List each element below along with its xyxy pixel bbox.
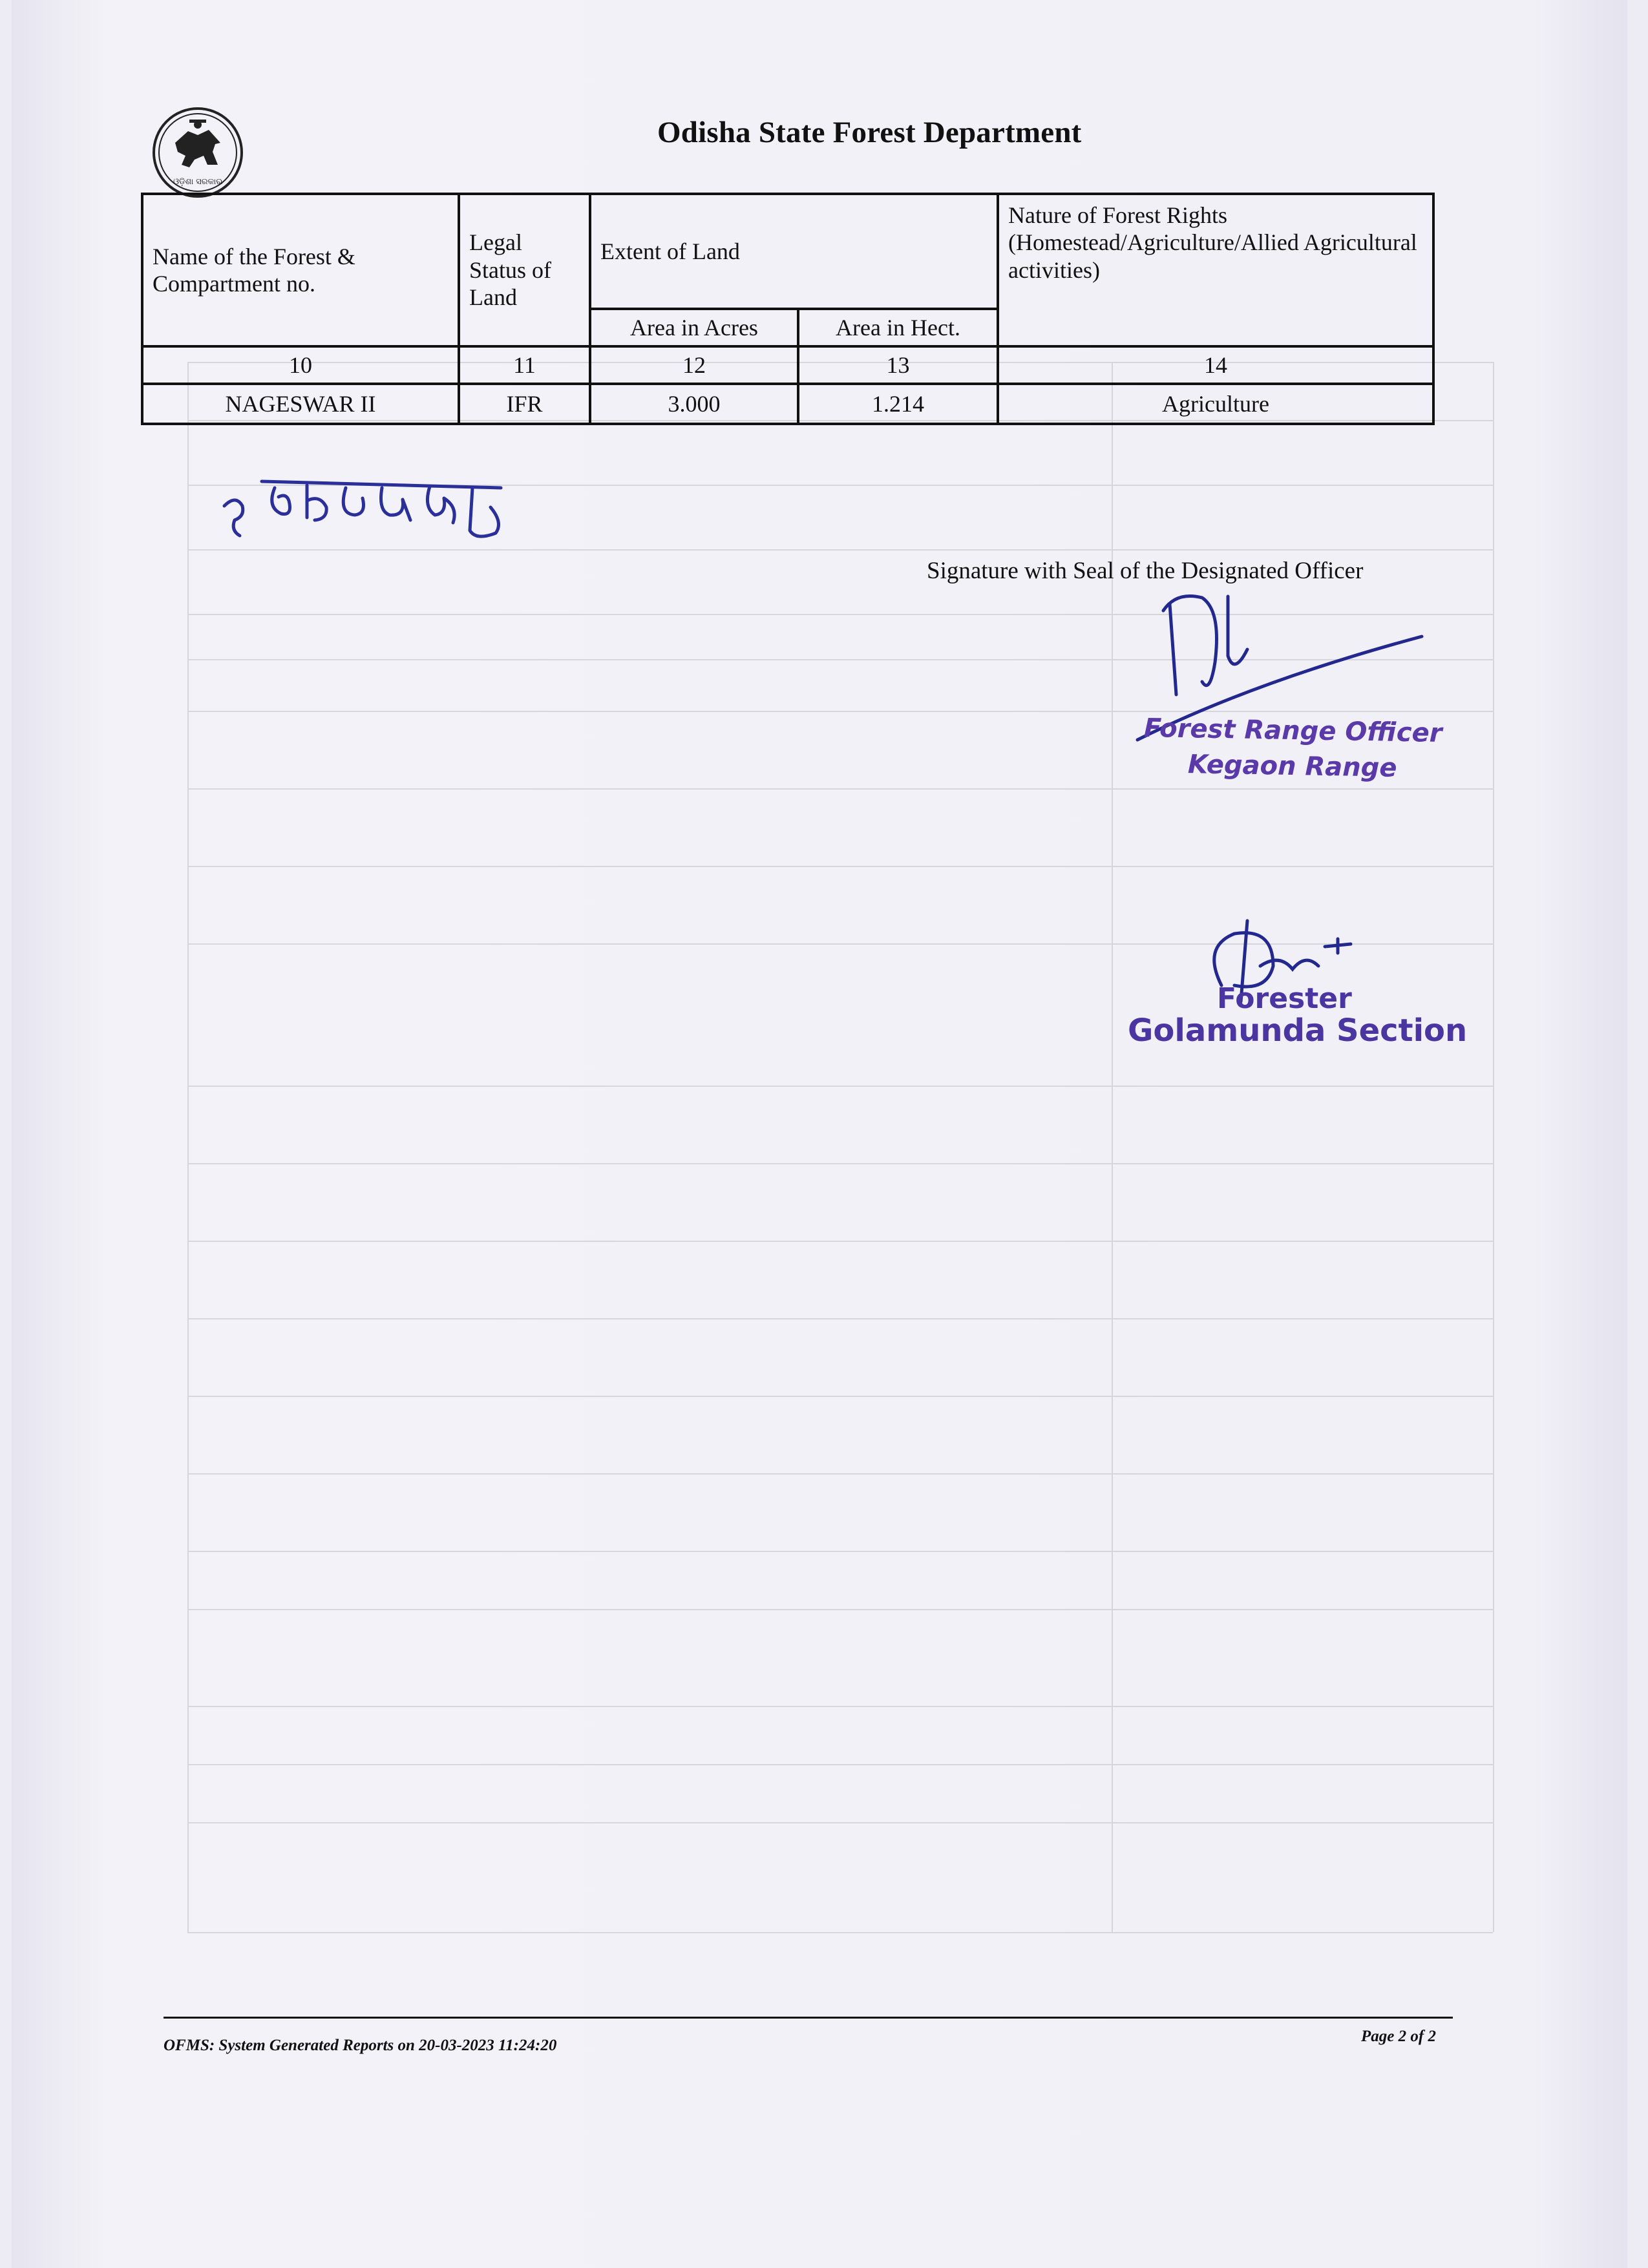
header-extent-of-land: Extent of Land [590, 194, 998, 309]
cell-legal-status: IFR [459, 384, 590, 424]
page-title: Odisha State Forest Department [657, 116, 1082, 149]
forester-stamp-place: Golamunda Section [1128, 1013, 1468, 1049]
footer-divider [164, 2017, 1453, 2019]
table-row [142, 384, 1433, 424]
column-number: 14 [998, 346, 1433, 384]
range-officer-stamp-place: Kegaon Range [1187, 750, 1397, 783]
header-forest-name: Name of the Forest & Compartment no. [142, 194, 459, 346]
column-number: 10 [142, 346, 459, 384]
cell-forest-name: NAGESWAR II [142, 384, 459, 424]
emblem-text: ଓଡ଼ିଶା ସରକାର [173, 177, 223, 187]
footer-generated: OFMS: System Generated Reports on 20-03-2023 11:24:20 [164, 2037, 557, 2054]
header-area-acres: Area in Acres [590, 309, 798, 346]
column-number: 13 [798, 346, 998, 384]
odisha-emblem-icon [151, 105, 245, 200]
handwritten-signature-odia [217, 468, 520, 552]
cell-area-hect: 1.214 [798, 384, 998, 424]
header-nature-of-rights: Nature of Forest Rights (Homestead/Agriculture/Allied Agricultural activities) [998, 194, 1433, 346]
range-officer-stamp-title: Forest Range Officer [1143, 713, 1442, 749]
footer-page-number: Page 2 of 2 [1361, 2028, 1436, 2045]
column-number: 12 [590, 346, 798, 384]
header-area-hect: Area in Hect. [798, 309, 998, 346]
header-legal-status: Legal Status of Land [459, 194, 590, 346]
forester-stamp-title: Forester [1217, 982, 1352, 1015]
cell-area-acres: 3.000 [590, 384, 798, 424]
column-number: 11 [459, 346, 590, 384]
cell-nature: Agriculture [998, 384, 1433, 424]
signature-caption: Signature with Seal of the Designated Officer [927, 558, 1364, 584]
forest-rights-table [141, 193, 1435, 425]
